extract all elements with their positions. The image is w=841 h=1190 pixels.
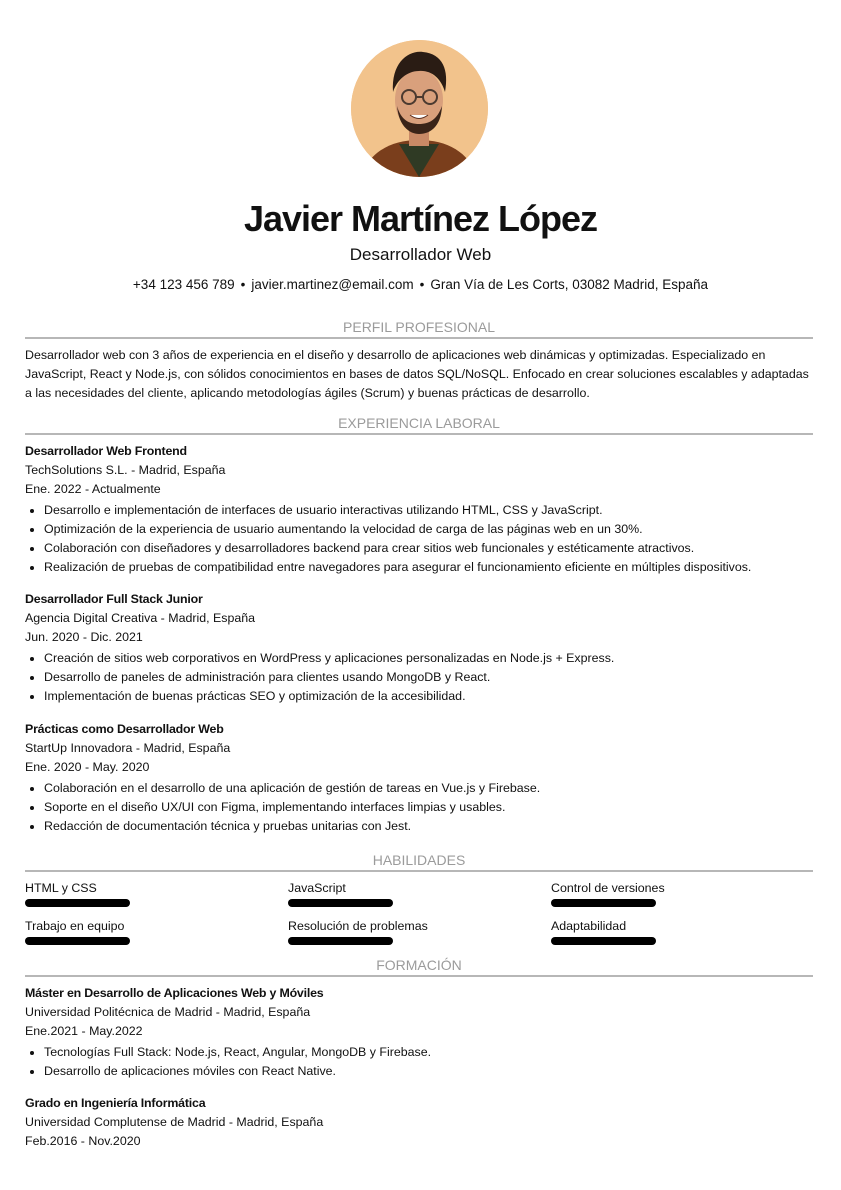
list-item: • Creación de sitios web corporativos en WordPress y aplicaciones personalizadas en Node.js + Express.: [44, 649, 815, 668]
address: Gran Vía de Les Corts, 03082 Madrid, España: [430, 277, 709, 292]
candidate-name: Javier Martínez López: [243, 198, 598, 239]
list-item: • Redacción de documentación técnica y pruebas unitarias con Jest.: [44, 817, 815, 836]
job-company: StartUp Innovadora - Madrid, España: [25, 741, 231, 755]
experience-entry: [25, 442, 815, 577]
list-item: • Desarrollo de paneles de administración para clientes usando MongoDB y React.: [44, 668, 815, 687]
section-title-profile: PERFIL PROFESIONAL: [25, 319, 813, 339]
list-item: • Colaboración en el desarrollo de una aplicación de gestión de tareas en Vue.js y Firebase.: [44, 779, 815, 798]
skill-level-bar: [288, 937, 393, 945]
job-bullets: [25, 649, 815, 706]
skill-item: [288, 880, 528, 907]
skill-label: Trabajo en equipo: [25, 919, 125, 933]
skills-grid: [25, 880, 815, 950]
job-title: Prácticas como Desarrollador Web: [25, 722, 224, 736]
degree-title: Grado en Ingeniería Informática: [25, 1096, 206, 1110]
list-item: • Desarrollo de aplicaciones móviles con React Native.: [44, 1062, 815, 1081]
section-title-experience: EXPERIENCIA LABORAL: [25, 415, 813, 435]
job-dates: Jun. 2020 - Dic. 2021: [25, 630, 143, 644]
skill-item: [551, 918, 791, 945]
job-company: Agencia Digital Creativa - Madrid, España: [25, 611, 256, 625]
profile-summary: Desarrollador web con 3 años de experiencia en el diseño y desarrollo de aplicaciones web dinámicas y optimizadas. Especializado en JavaScript, React y Node.js, con sólidos conocimientos en bases de datos SQL/NoSQL. Enfocado en crear soluciones escalables y adaptadas a las necesidades del cliente, aplicando metodologías ágiles (Scrum) y buenas prácticas de desarrollo.: [25, 348, 809, 400]
skill-level-bar: [25, 899, 130, 907]
education-dates: Ene.2021 - May.2022: [25, 1024, 143, 1038]
education-entry: [25, 1094, 815, 1151]
skill-level-bar: [288, 899, 393, 907]
education-dates: Feb.2016 - Nov.2020: [25, 1134, 141, 1148]
skill-label: JavaScript: [288, 881, 346, 895]
candidate-role: Desarrollador Web: [349, 245, 492, 264]
list-item: • Optimización de la experiencia de usuario aumentando la velocidad de carga de las páginas web en un 30%.: [44, 520, 815, 539]
profile-photo: [351, 40, 488, 177]
job-title: Desarrollador Web Frontend: [25, 444, 187, 458]
section-title-education: FORMACIÓN: [25, 957, 813, 977]
job-title: Desarrollador Full Stack Junior: [25, 592, 203, 606]
job-bullets: [25, 779, 815, 836]
experience-entry: [25, 590, 815, 706]
education-entry: [25, 984, 815, 1081]
school: Universidad Complutense de Madrid - Madrid, España: [25, 1115, 324, 1129]
skill-level-bar: [25, 937, 130, 945]
list-item: • Realización de pruebas de compatibilidad entre navegadores para asegurar el funcionamiento eficiente en múltiples dispositivos.: [44, 558, 815, 577]
list-item: • Desarrollo e implementación de interfaces de usuario interactivas utilizando HTML, CSS y JavaScript.: [44, 501, 815, 520]
skill-item: [25, 880, 265, 907]
job-company: TechSolutions S.L. - Madrid, España: [25, 463, 226, 477]
separator: •: [240, 277, 246, 292]
skill-item: [551, 880, 791, 907]
skill-level-bar: [551, 899, 656, 907]
phone: +34 123 456 789: [132, 277, 235, 292]
skill-label: Adaptabilidad: [551, 919, 627, 933]
education-bullets: [25, 1043, 815, 1081]
email: javier.martinez@email.com: [251, 277, 414, 292]
skill-label: Control de versiones: [551, 881, 665, 895]
skill-item: [25, 918, 265, 945]
list-item: • Tecnologías Full Stack: Node.js, React, Angular, MongoDB y Firebase.: [44, 1043, 815, 1062]
list-item: • Soporte en el diseño UX/UI con Figma, implementando interfaces limpias y usables.: [44, 798, 815, 817]
skill-level-bar: [551, 937, 656, 945]
list-item: • Implementación de buenas prácticas SEO y optimización de la accesibilidad.: [44, 687, 815, 706]
school: Universidad Politécnica de Madrid - Madrid, España: [25, 1005, 311, 1019]
job-dates: Ene. 2020 - May. 2020: [25, 760, 150, 774]
job-bullets: [25, 501, 815, 577]
separator: •: [419, 277, 425, 292]
degree-title: Máster en Desarrollo de Aplicaciones Web y Móviles: [25, 986, 324, 1000]
skill-label: Resolución de problemas: [288, 919, 428, 933]
contact-line: [0, 277, 841, 292]
experience-entry: [25, 720, 815, 836]
skill-label: HTML y CSS: [25, 881, 97, 895]
section-title-skills: HABILIDADES: [25, 852, 813, 872]
job-dates: Ene. 2022 - Actualmente: [25, 482, 161, 496]
skill-item: [288, 918, 528, 945]
list-item: • Colaboración con diseñadores y desarrolladores backend para crear sitios web funcionales y estéticamente atractivos.: [44, 539, 815, 558]
